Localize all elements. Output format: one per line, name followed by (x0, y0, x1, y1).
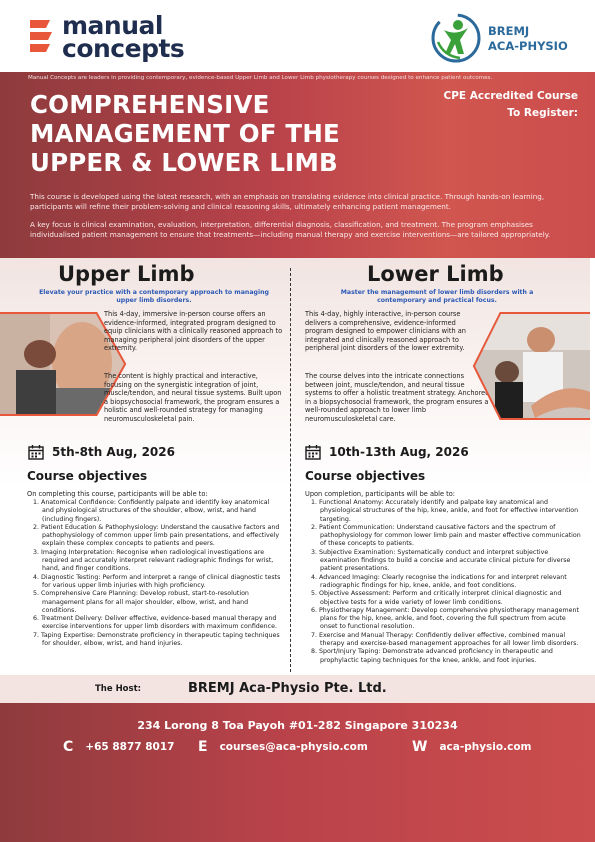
objective-item: 5. Objective Assessment: Perform and critically interpret clinical diagnostic and objective tests for a wide variety of lower limb conditions. (311, 590, 562, 606)
lower-limb-intro-1: This 4-day, highly interactive, in-person course delivers a comprehensive, evidence-informed program designed to empower clinicians with an integrated and clinically reasoned approach to peripheral joint disorders of the lower extremity. (305, 310, 466, 353)
objective-item: 7. Exercise and Manual Therapy: Confidently deliver effective, combined manual therapy and exercise-based management approaches for all lower limb disorders. (311, 631, 579, 648)
email-address[interactable]: courses@aca-physio.com (219, 741, 368, 753)
phone-number[interactable]: +65 8877 8017 (85, 741, 175, 753)
website-link[interactable]: aca-physio.com (439, 741, 532, 753)
upper-limb-intro-2: The content is highly practical and interactive, focusing on the synergistic integration of joint, muscle/tendon, and neural tissue systems. Built upon a biopsychosocial framework, the program ensures a holistic and well-rounded strategy for managing neuromusculoskeletal pain. (104, 372, 282, 423)
lower-limb-column (295, 258, 590, 675)
bremj-logo (430, 12, 580, 64)
cpe-register-block (444, 88, 578, 122)
lower-limb-date-row (305, 444, 469, 460)
hero-tagline: Manual Concepts are leaders in providing contemporary, evidence-based Upper Limb and Lower Limb physiotherapy courses designed to enhance patient outcomes. (28, 75, 493, 81)
upper-limb-objectives-title: Course objectives (27, 469, 148, 483)
email-contact[interactable] (198, 739, 368, 755)
objective-item: 3. Imaging Interpretation: Recognise when radiological investigations are required and accurately interpret relevant radiographic findings for wrist, hand, and finger conditions. (33, 548, 274, 573)
partner-line-1: BREMJ (488, 24, 530, 38)
calendar-icon (305, 444, 321, 460)
upper-limb-subheading: Elevate your practice with a contemporary approach to managing upper limb disorders. (39, 289, 269, 304)
host-band (0, 675, 595, 703)
lower-limb-date: 10th-13th Aug, 2026 (329, 445, 469, 459)
objective-item: 4. Diagnostic Testing: Perform and interpret a range of clinical diagnostic tests for various upper limb injuries with high proficiency. (33, 573, 281, 589)
email-icon: E (198, 739, 208, 755)
objective-item: 8. Sport/Injury Taping: Demonstrate advanced proficiency in therapeutic and prophylactic taping techniques for the knee, ankle, and foot injuries. (311, 648, 553, 664)
upper-limb-heading: Upper Limb (58, 262, 195, 286)
phone-icon: C (63, 739, 74, 755)
lower-limb-objectives-title: Course objectives (305, 469, 426, 483)
lower-limb-objectives-list (311, 499, 581, 665)
objective-item: 2. Patient Education & Pathophysiology: Understand the causative factors and pathophysiology of common upper limb pain presentations, and effectively explain these complex concepts to patients and peers. (33, 523, 280, 548)
bremj-wordmark (488, 24, 568, 54)
logo-line-2: concepts (62, 34, 185, 63)
course-title (30, 90, 420, 177)
lower-limb-intro-2: The course delves into the intricate connections between joint, muscle/tendon, and neural tissue systems to offer a holistic treatment strategy. Anchored in a biopsychosocial framework, the program ensures a well-rounded approach to lower limb neuromusculoskeletal care. (305, 372, 490, 423)
host-name: BREMJ Aca-Physio Pte. Ltd. (188, 681, 387, 696)
lower-limb-heading: Lower Limb (367, 262, 504, 286)
hero-paragraph-2: A key focus is clinical examination, evaluation, interpretation, differential diagnosis, classification, and treatment. The program emphasises individualised patient management to ensure that treatments—including manual therapy and exercise interventions—are tailored appropriately. (30, 220, 551, 239)
upper-limb-date-row (28, 444, 175, 460)
objective-item: 1. Anatomical Confidence: Confidently palpate and identify key anatomical and physiological structures of the shoulder, elbow, wrist, and hand (including fingers). (33, 499, 270, 523)
host-address: 234 Lorong 8 Toa Payoh #01-282 Singapore 310234 (137, 719, 458, 732)
host-label: The Host: (95, 684, 142, 694)
web-contact[interactable] (412, 739, 531, 755)
objective-item: 4. Advanced Imaging: Clearly recognise the indications for and interpret relevant radiographic findings for hip, knee, ankle, and foot conditions. (311, 573, 567, 589)
footer (0, 675, 595, 842)
title-line-1: COMPREHENSIVE (30, 90, 270, 119)
phone-contact[interactable] (63, 739, 174, 755)
bremj-figure-icon (430, 12, 482, 64)
objective-item: 6. Treatment Delivery: Deliver effective, evidence-based manual therapy and exercise interventions for upper limb disorders with maximum confidence. (33, 615, 277, 631)
hero-banner (0, 72, 595, 258)
register-label[interactable]: To Register: (507, 107, 578, 119)
title-line-3: UPPER & LOWER LIMB (30, 148, 338, 177)
manual-concepts-logo-icon (28, 18, 54, 56)
lower-limb-subheading: Master the management of lower limb disorders with a contemporary and practical focus. (340, 289, 534, 304)
web-icon: W (412, 739, 428, 755)
header (0, 0, 595, 72)
partner-line-2: ACA-PHYSIO (488, 39, 568, 53)
objective-item: 3. Subjective Examination: Systematically conduct and interpret subjective examination findings to build a concise and accurate clinical picture for diverse patient presentations. (311, 548, 571, 573)
manual-concepts-wordmark (62, 11, 185, 63)
upper-limb-objectives-list (33, 499, 281, 648)
logo-line-1: manual (62, 11, 163, 40)
lower-limb-photo (471, 310, 590, 422)
hero-paragraph-1: This course is developed using the latest research, with an emphasis on translating evidence into clinical practice. Through hands-on learning, participants will refine their problem-solving and clinical reasoning skills, ultimately enhancing patient management. (30, 192, 545, 211)
calendar-icon (28, 444, 44, 460)
upper-limb-date: 5th-8th Aug, 2026 (52, 445, 175, 459)
objective-item: 6. Physiotherapy Management: Develop comprehensive physiotherapy management plans for the hip, knee, ankle, and foot, covering the full spectrum from acute onset to functional resolution. (311, 606, 579, 631)
title-line-2: MANAGEMENT OF THE (30, 119, 340, 148)
cpe-label: CPE Accredited Course (443, 90, 578, 102)
objective-item: 5. Comprehensive Care Planning: Develop robust, start-to-resolution management plans for all major shoulder, elbow, wrist, and hand conditions. (33, 590, 249, 614)
upper-limb-intro-1: This 4-day, immersive in-person course offers an evidence-informed, integrated program designed to equip clinicians with a clinically reasoned approach to managing peripheral joint disorders of the upper extremity. (104, 310, 283, 353)
upper-limb-objectives-intro: On completing this course, participants will be able to: (27, 490, 208, 498)
upper-limb-column (0, 258, 295, 675)
objective-item: 2. Patient Communication: Understand causative factors and the spectrum of pathophysiology for common lower limb pain and master effective communication of these concepts to patients. (311, 523, 581, 548)
objective-item: 7. Taping Expertise: Demonstrate proficiency in therapeutic taping techniques for shoulder, elbow, wrist, and hand injuries. (33, 631, 280, 648)
objective-item: 1. Functional Anatomy: Accurately identify and palpate key anatomical and physiological structures of the hip, knee, ankle, and foot for effective intervention targeting. (311, 499, 579, 523)
column-divider (290, 268, 291, 672)
lower-limb-objectives-intro: Upon completion, participants will be able to: (305, 490, 456, 498)
